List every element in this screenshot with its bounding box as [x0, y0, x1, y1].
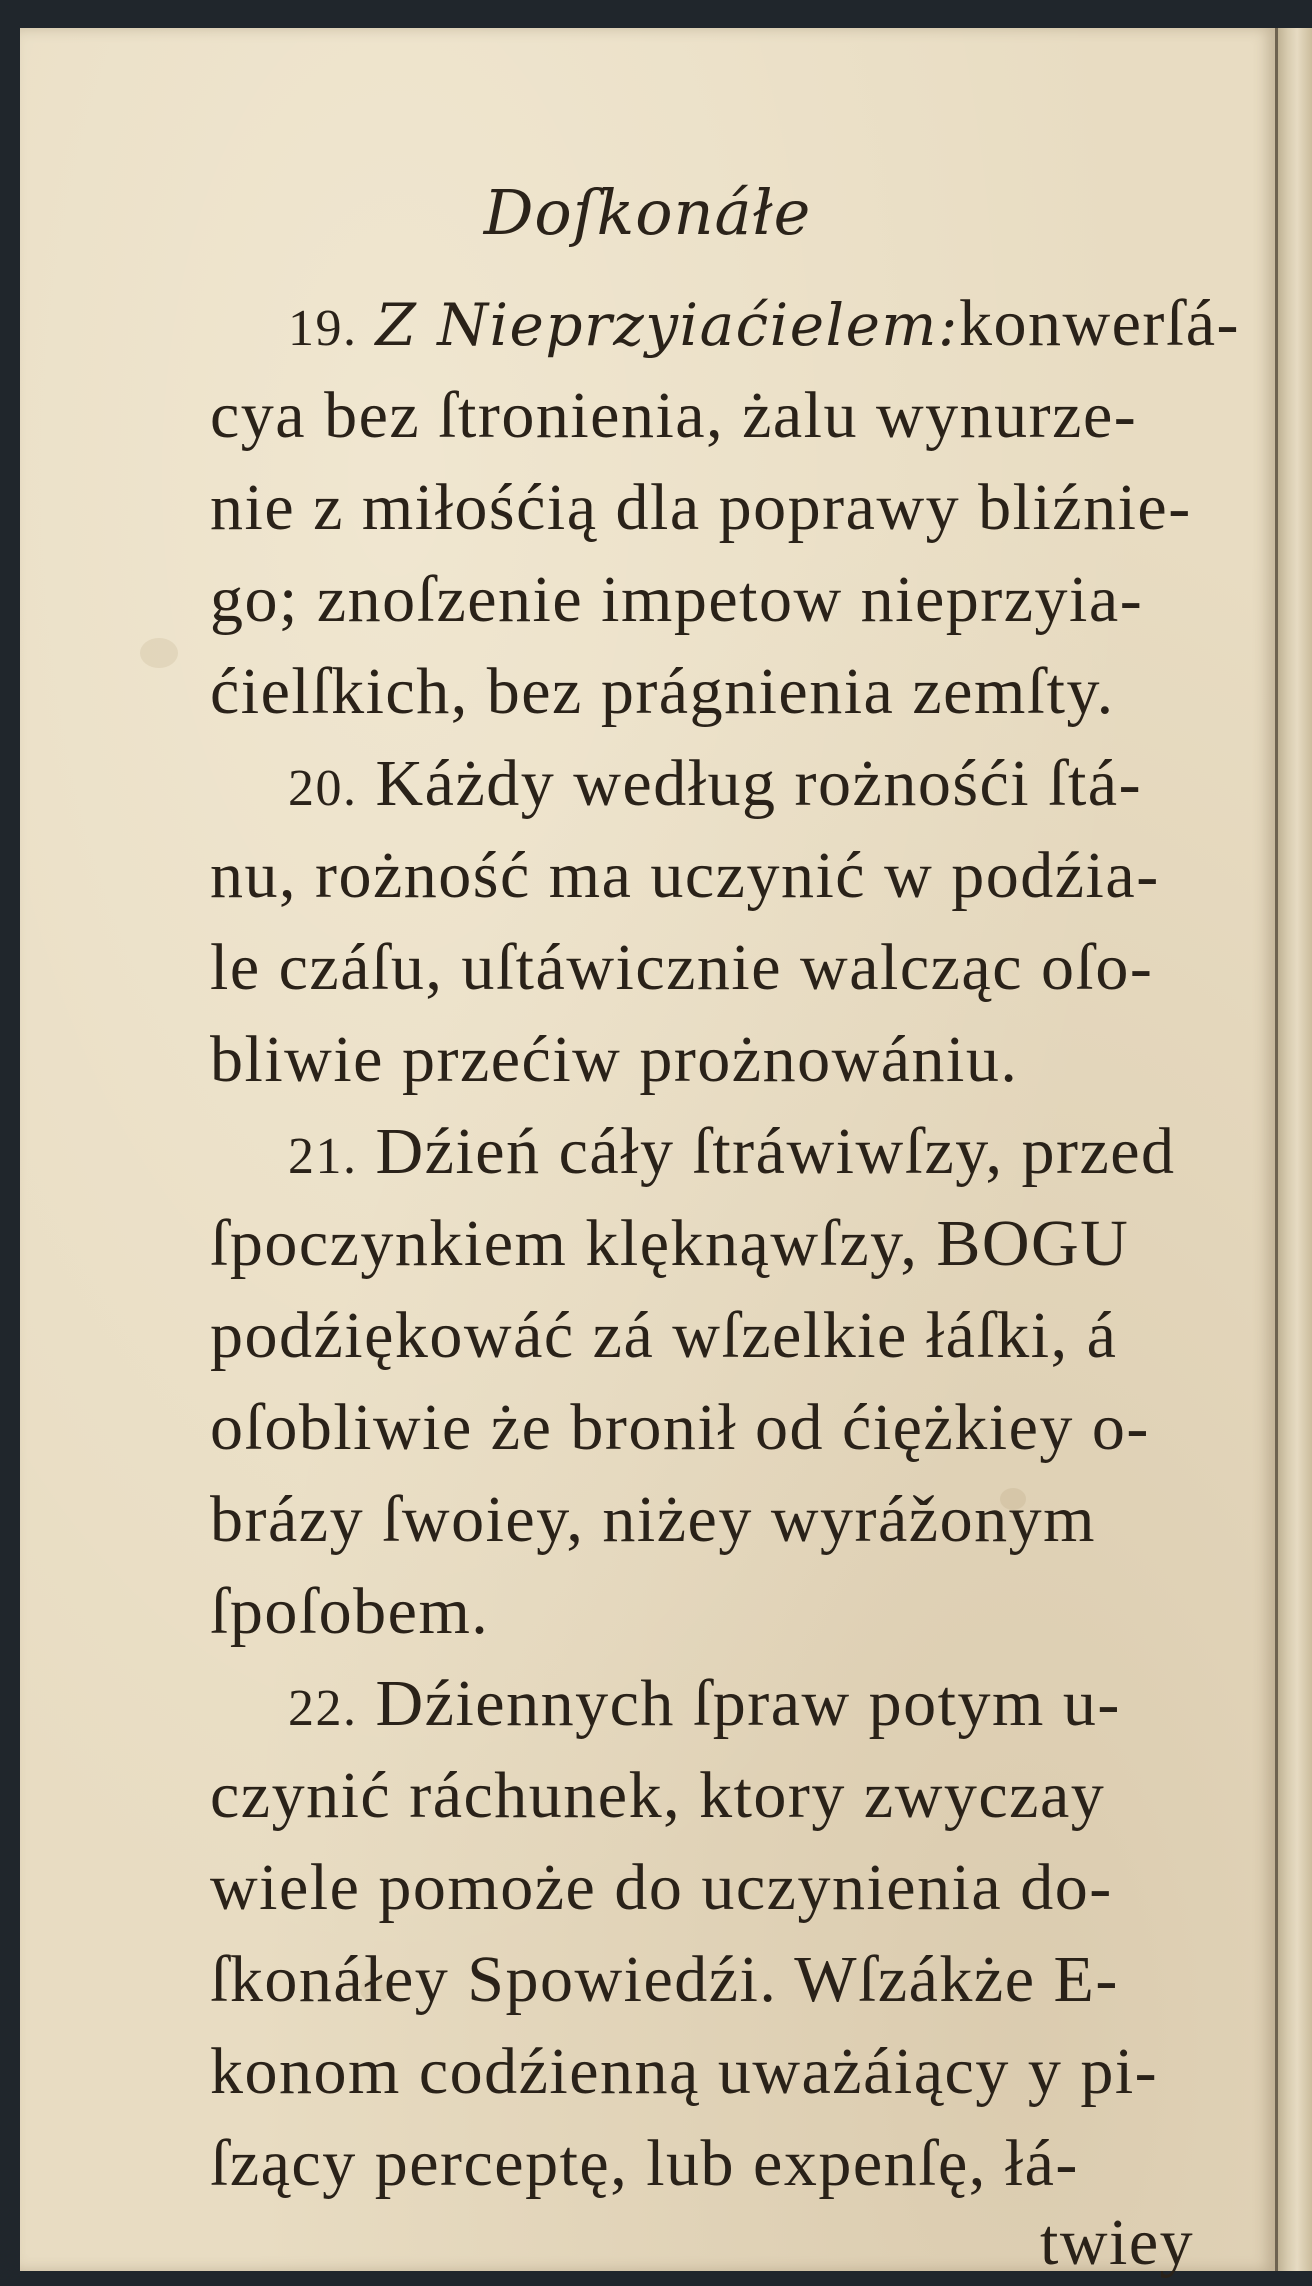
body-text — [210, 278, 1295, 2210]
text-line: ſkonáłey Spowiedźi. Wſzákże E- — [210, 1943, 1119, 2016]
adjacent-page-edge — [1275, 28, 1312, 2271]
paragraph-number: 20. — [288, 760, 358, 817]
text-line: oſobliwie że bronił od ćiężkiey o- — [210, 1391, 1150, 1464]
text-line: ſzący perceptę, lub expenſę, łá- — [210, 2127, 1079, 2200]
text-line: podźiękowáć zá wſzelkie łáſki, á — [210, 1299, 1118, 1372]
line-text: konwerſá- — [958, 287, 1240, 360]
line-text: Káżdy według rożnośći ſtá- — [375, 747, 1143, 820]
text-line: konom codźienną uważáiący y pi- — [210, 2035, 1159, 2108]
paper-stain — [140, 638, 178, 668]
text-line: go; znoſzenie impetow nieprzyia- — [210, 563, 1144, 636]
text-line — [210, 1658, 1295, 1750]
text-line: brázy ſwoiey, niżey wyrážonym — [210, 1483, 1096, 1556]
book-page — [20, 28, 1275, 2271]
text-line — [210, 278, 1295, 370]
text-line: bliwie przećiw prożnowániu. — [210, 1023, 1019, 1096]
text-line: le czáſu, uſtáwicznie walcząc oſo- — [210, 931, 1154, 1004]
page-fold-line — [1275, 28, 1278, 2271]
text-line: ćielſkich, bez prágnienia zemſty. — [210, 655, 1115, 728]
line-text: Dźień cáły ſtráwiwſzy, przed — [375, 1115, 1176, 1188]
text-line: cya bez ſtronienia, żalu wynurze- — [210, 379, 1138, 452]
text-line: wiele pomoże do uczynienia do- — [210, 1851, 1113, 1924]
text-line: nie z miłośćią dla poprawy bliźnie- — [210, 471, 1192, 544]
paragraph-number: 21. — [288, 1128, 358, 1185]
text-line — [210, 1106, 1295, 1198]
text-line: ſpoſobem. — [210, 1575, 490, 1648]
text-line: nu, rożność ma uczynić w podźia- — [210, 839, 1160, 912]
text-line: ſpoczynkiem klęknąwſzy, BOGU — [210, 1207, 1130, 1280]
paragraph-number: 19. — [288, 300, 358, 357]
text-line — [210, 738, 1295, 830]
text-line: czynić ráchunek, ktory zwyczay — [210, 1759, 1106, 1832]
paragraph-number: 22. — [288, 1680, 358, 1737]
line-text: Dźiennych ſpraw potym u- — [375, 1667, 1121, 1740]
running-head: Doſkonáłe — [483, 176, 812, 249]
catchword: twiey — [1040, 2206, 1195, 2279]
italic-phrase: Z Nieprzyiaćielem: — [375, 291, 959, 359]
